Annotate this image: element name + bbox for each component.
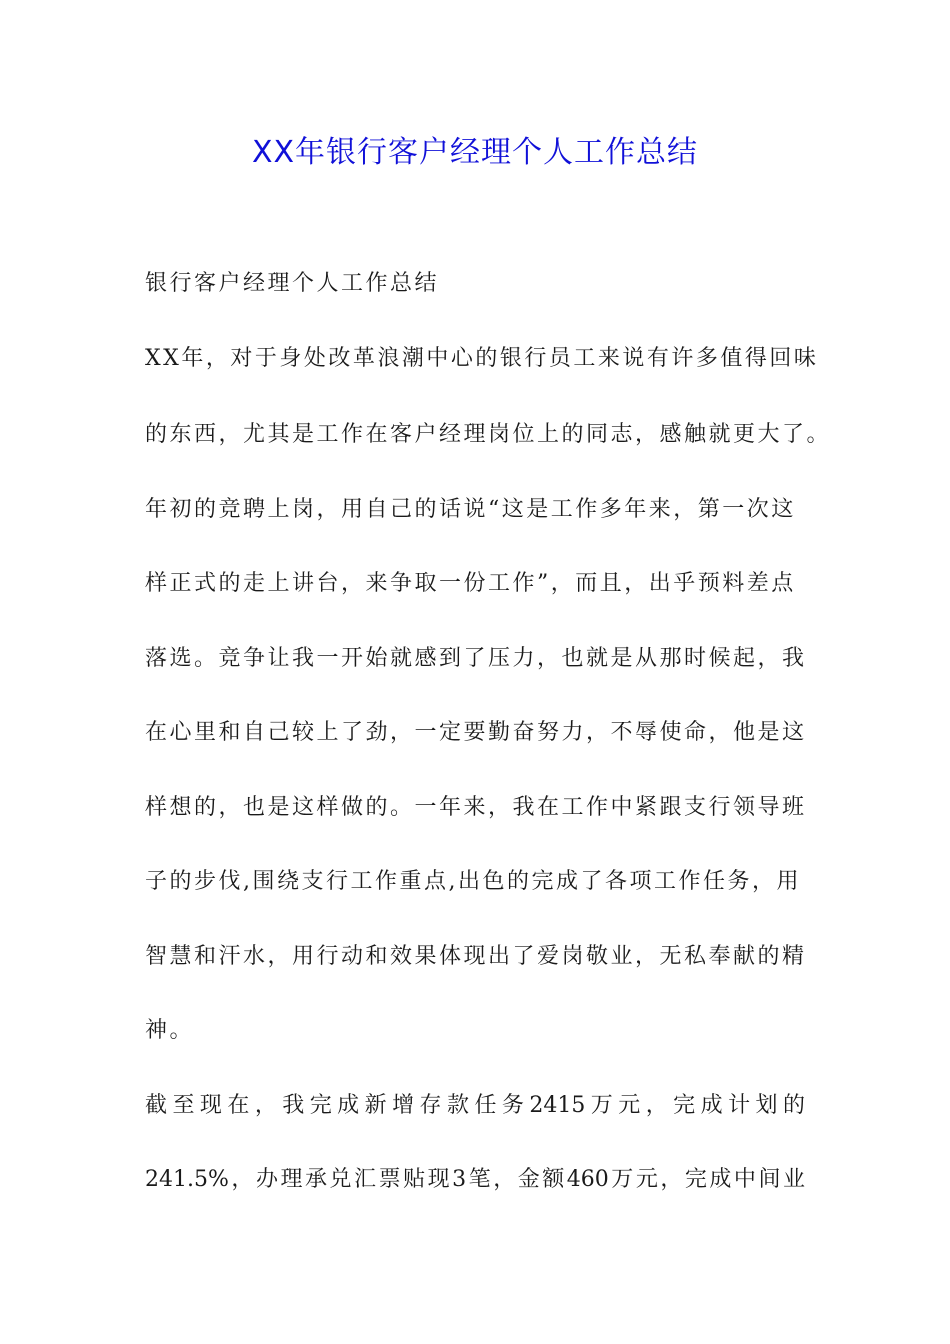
paragraph-2-line: 241.5%，办理承兑汇票贴现3笔，金额460万元，完成中间业 (145, 1167, 805, 1192)
paragraph-1-line: 子的步伐,围绕支行工作重点,出色的完成了各项工作任务，用 (145, 869, 801, 894)
paragraph-1-line: 智慧和汗水，用行动和效果体现出了爱岗敬业，无私奉献的精 (145, 944, 807, 969)
paragraph-1-line: 的东西，尤其是工作在客户经理岗位上的同志，感触就更大了。 (145, 422, 832, 447)
paragraph-1-line: 落选。竞争让我一开始就感到了压力，也就是从那时候起，我 (145, 646, 807, 671)
paragraph-1-line: 样想的，也是这样做的。一年来，我在工作中紧跟支行领导班 (145, 795, 807, 820)
paragraph-1-line: 样正式的走上讲台，来争取一份工作”，而且，出乎预料差点 (145, 571, 796, 596)
document-title: XX年银行客户经理个人工作总结 (251, 135, 699, 170)
document-subtitle: 银行客户经理个人工作总结 (145, 271, 440, 296)
paragraph-1-line: 年初的竞聘上岗，用自己的话说“这是工作多年来，第一次这 (145, 497, 796, 522)
paragraph-2-line: 截至现在，我完成新增存款任务2415万元，完成计划的 (145, 1093, 805, 1118)
paragraph-1-line: 神。 (145, 1018, 195, 1043)
paragraph-1-line: XX年，对于身处改革浪潮中心的银行员工来说有许多值得回味 (145, 346, 819, 371)
paragraph-1-line: 在心里和自己较上了劲，一定要勤奋努力，不辱使命，他是这 (145, 720, 807, 745)
